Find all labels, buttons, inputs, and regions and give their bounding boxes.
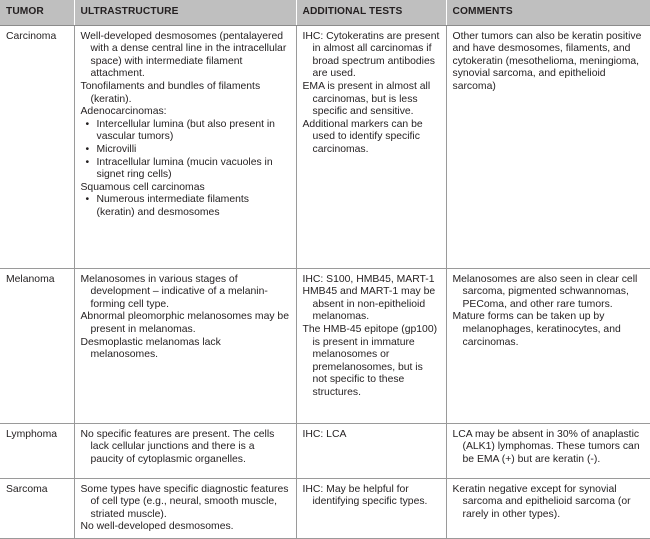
comments-text: Keratin negative except for synovial sarcoma and epithelioid sarcoma (or rarely in other types). — [452, 483, 631, 520]
tests-cell — [296, 423, 446, 478]
tests-text: IHC: LCA — [302, 428, 347, 440]
comments-cell — [446, 478, 650, 538]
ultrastructure-text: Tonofilaments and bundles of filaments (keratin). — [80, 80, 261, 105]
tests-cell — [296, 25, 446, 268]
table-row-sarcoma — [0, 478, 650, 538]
tumor-name: Melanoma — [0, 268, 74, 423]
ultrastructure-cell — [74, 268, 296, 423]
comments-text: Other tumors can also be keratin positive and have desmosomes, filaments, and cytokeratin (mesothelioma, meningioma, synovial sarcoma, and epithelioid sarcoma) — [452, 30, 642, 92]
header-tumor: TUMOR — [0, 0, 74, 25]
tests-text: IHC: Cytokeratins are present in almost all carcinomas if broad spectrum antibodies are used. — [302, 30, 440, 80]
list-item: • Microvilli — [97, 144, 290, 157]
ultrastructure-text: Adenocarcinomas: — [80, 106, 167, 118]
list-item: • Intercellular lumina (but also present in vascular tumors) — [97, 119, 290, 144]
ultrastructure-cell — [74, 25, 296, 268]
ultrastructure-text: Melanosomes in various stages of development – indicative of a melanin-forming cell type. — [80, 273, 268, 310]
tests-text: The HMB-45 epitope (gp100) is present in immature melanosomes or premelanosomes, but is not specific to these structures. — [302, 323, 438, 398]
tests-cell — [296, 478, 446, 538]
ultrastructure-cell — [74, 423, 296, 478]
ultrastructure-text: Desmoplastic melanomas lack melanosomes. — [80, 336, 221, 361]
header-ultrastructure: ULTRASTRUCTURE — [74, 0, 296, 25]
tumor-name: Sarcoma — [0, 478, 74, 538]
ultrastructure-cell — [74, 478, 296, 538]
header-comments: COMMENTS — [446, 0, 650, 25]
ultrastructure-text: No specific features are present. The cells lack cellular junctions and there is a paucity of cytoplasmic organelles. — [80, 428, 275, 465]
table-row-lymphoma — [0, 423, 650, 478]
list-item: • Intracellular lumina (mucin vacuoles in signet ring cells) — [97, 157, 290, 182]
comments-text: Melanosomes are also seen in clear cell sarcoma, pigmented schwannomas, PEComa, and other rare tumors. — [452, 273, 638, 310]
table-row-melanoma — [0, 268, 650, 423]
header-additional-tests: ADDITIONAL TESTS — [296, 0, 446, 25]
tests-cell — [296, 268, 446, 423]
list-item: • Numerous intermediate filaments (keratin) and desmosomes — [97, 194, 290, 219]
ultrastructure-text: Well-developed desmosomes (pentalayered with a dense central line in the intracellular space) with intermediate filament attachment. — [80, 30, 287, 80]
tumor-name: Lymphoma — [0, 423, 74, 478]
table-row-carcinoma — [0, 25, 650, 268]
tests-text: IHC: May be helpful for identifying specific types. — [302, 483, 428, 508]
tumor-name: Carcinoma — [0, 25, 74, 268]
comments-cell — [446, 423, 650, 478]
tests-text: IHC: S100, HMB45, MART-1 — [302, 273, 435, 285]
header-row — [0, 0, 650, 25]
ultrastructure-text: Abnormal pleomorphic melanosomes may be present in melanomas. — [80, 311, 289, 335]
tests-text: Additional markers can be used to identify specific carcinomas. — [302, 118, 423, 155]
comments-text: Mature forms can be taken up by melanophages, keratinocytes, and carcinomas. — [452, 311, 621, 348]
comments-cell — [446, 25, 650, 268]
adenocarcinoma-list — [81, 119, 290, 182]
ultrastructure-text: Squamous cell carcinomas — [80, 181, 205, 193]
ultrastructure-text: No well-developed desmosomes. — [80, 521, 234, 533]
comments-text: LCA may be absent in 30% of anaplastic (ALK1) lymphomas. These tumors can be EMA (+) but are keratin (-). — [452, 428, 640, 465]
comments-cell — [446, 268, 650, 423]
tests-text: EMA is present in almost all carcinomas, but is less specific and sensitive. — [302, 80, 431, 118]
squamous-list — [81, 194, 290, 219]
tests-text: HMB45 and MART-1 may be absent in non-epithelioid melanomas. — [302, 286, 436, 323]
ultrastructure-text: Some types have specific diagnostic features of cell type (e.g., neural, smooth muscle, striated muscle). — [80, 483, 289, 520]
